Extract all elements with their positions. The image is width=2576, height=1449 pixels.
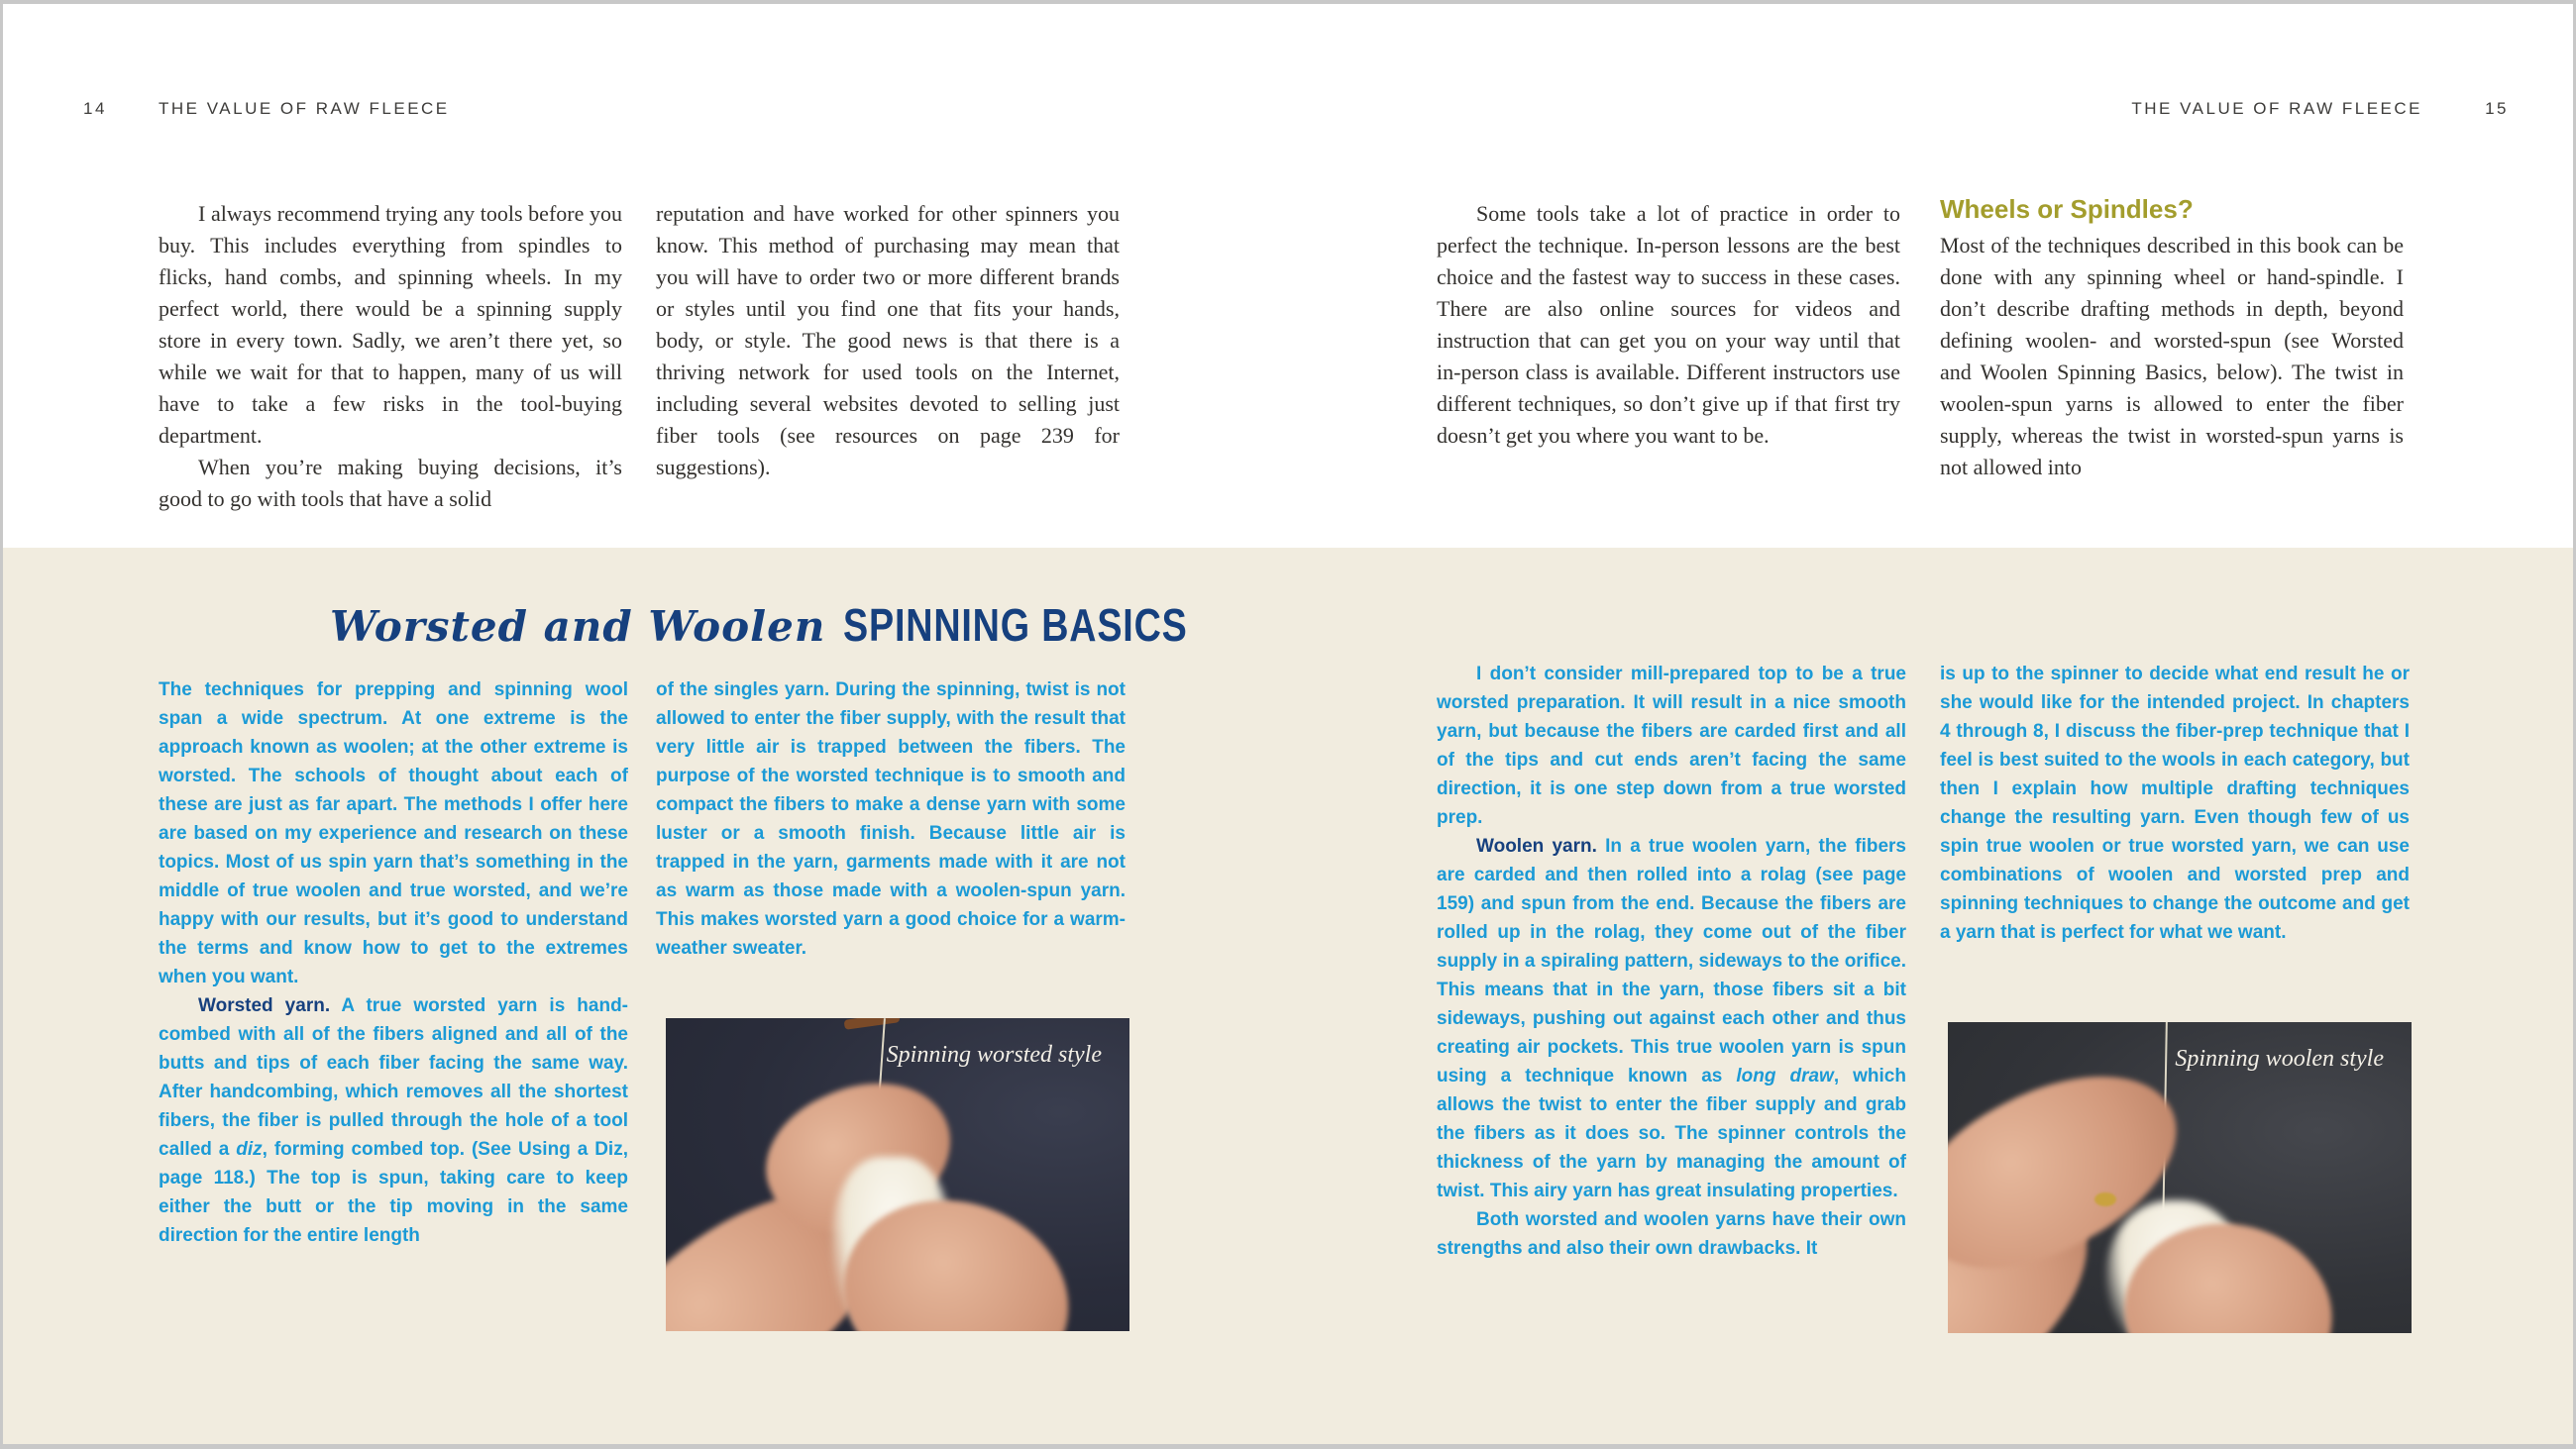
body-paragraph: Woolen yarn. In a true woolen yarn, the fibers are carded and then rolled into a rolag (see page 159) and spun from the end. Because the fibers are rolled up in the rolag, they come out of the fiber supply in a spiraling pattern, sideways to the orifice. This means that in the yarn, those fibers sit a bit sideways, pushing out against each other and thus creating air pockets. This true woolen yarn is spun using a technique known as long draw, which allows the twist to enter the fiber supply and grab the fibers as it does so. The spinner controls the thickness of the yarn by managing the amount of twist. This airy yarn has great insulating properties.	[1437, 836, 1906, 1201]
feature-title-script: Worsted and Woolen	[330, 602, 826, 651]
body-paragraph: Most of the techniques described in this book can be done with any spinning wheel or hand-spindle. I don’t describe drafting methods in depth, beyond defining woolen- and worsted-spun (see Worsted and Woolen Spinning Basics, below). The twist in woolen-spun yarns is allowed to enter the fiber supply, whereas the twist in worsted-spun yarns is not allowed into	[1940, 233, 2404, 479]
feature-column-2	[656, 675, 1126, 963]
body-paragraph: The techniques for prepping and spinning wool span a wide spectrum. At one extreme is the approach known as woolen; at the other extreme is worsted. The schools of thought about each of these are just as far apart. The methods I offer here are based on my experience and research on these topics. Most of us spin yarn that’s something in the middle of true woolen and true worsted, and we’re happy with our results, but it’s good to understand the terms and know how to get to the extremes when you want.	[159, 679, 628, 987]
feature-column-1	[159, 675, 628, 1250]
photo-spinning-worsted	[666, 1018, 1129, 1331]
feature-title-caps: SPINNING BASICS	[843, 599, 1189, 651]
book-spread-page	[3, 4, 2573, 1444]
feature-title	[330, 598, 1263, 652]
photo-caption: Spinning worsted style	[886, 1042, 1102, 1068]
intro-column-3	[1437, 198, 1900, 452]
feature-column-4	[1940, 660, 2410, 947]
intro-column-4	[1940, 192, 2404, 483]
body-paragraph: Both worsted and woolen yarns have their own strengths and also their own drawbacks. It	[1437, 1209, 1906, 1259]
body-paragraph: is up to the spinner to decide what end result he or she would like for the intended project. In chapters 4 through 8, I discuss the fiber-prep technique that I feel is best suited to the wools in each category, but then I explain how multiple drafting techniques change the resulting yarn. Even though few of us spin true woolen or true worsted yarn, we can use combinations of woolen and worsted prep and spinning techniques to change the outcome and get a yarn that is perfect for what we want.	[1940, 664, 2410, 943]
photo-caption: Spinning woolen style	[2175, 1046, 2384, 1072]
photo-spinning-woolen	[1948, 1022, 2412, 1333]
page-number-left: 14	[83, 99, 107, 118]
body-paragraph: of the singles yarn. During the spinning, twist is not allowed to enter the fiber supply, with the result that very little air is trapped between the fibers. The purpose of the worsted technique is to smooth and compact the fibers to make a dense yarn with some luster or a smooth finish. Because little air is trapped in the yarn, garments made with it are not as warm as those made with a woolen-spun yarn. This makes worsted yarn a good choice for a warm-weather sweater.	[656, 679, 1126, 959]
body-paragraph: Worsted yarn. A true worsted yarn is hand-combed with all of the fibers aligned and all of the butts and tips of each fiber facing the same way. After handcombing, which removes all the shortest fibers, the fiber is pulled through the hole of a tool called a diz, forming combed top. (See Using a Diz, page 118.) The top is spun, taking care to keep either the butt or the tip moving in the same direction for the entire length	[159, 995, 629, 1246]
body-paragraph: I don’t consider mill-prepared top to be a true worsted preparation. It will result in a nice smooth yarn, but because the fibers are carded first and all of the tips and cut ends aren’t facing the same direction, it is one step down from a true worsted prep.	[1437, 664, 1906, 828]
running-head-right: THE VALUE OF RAW FLEECE	[2131, 99, 2422, 118]
spindle-tip	[844, 1018, 901, 1030]
intro-column-2	[656, 198, 1120, 483]
gold-ring	[2094, 1192, 2116, 1206]
feature-column-3	[1437, 660, 1906, 1263]
section-heading-wheels-or-spindles: Wheels or Spindles?	[1940, 194, 2194, 224]
running-head-left: THE VALUE OF RAW FLEECE	[159, 99, 450, 118]
page-number-right: 15	[2485, 99, 2509, 118]
body-paragraph: reputation and have worked for other spinners you know. This method of purchasing may mean that you will have to order two or more different brands or styles until you find one that fits your hands, body, or style. The good news is that there is a thriving network for used tools on the Internet, including several websites devoted to selling just fiber tools (see resources on page 239 for suggestions).	[656, 201, 1120, 479]
body-paragraph: Some tools take a lot of practice in order to perfect the technique. In-person lessons are the best choice and the fastest way to success in these cases. There are also online sources for videos and instruction that can get you on your way until that in-person class is available. Different instructors use different techniques, so don’t give up if that first try doesn’t get you where you want to be.	[1437, 201, 1900, 448]
body-paragraph: I always recommend trying any tools before you buy. This includes everything from spindles to flicks, hand combs, and spinning wheels. In my perfect world, there would be a spinning supply store in every town. Sadly, we aren’t there yet, so while we wait for that to happen, many of us will have to take a few risks in the tool-buying department.	[159, 201, 622, 448]
intro-column-1	[159, 198, 622, 515]
body-paragraph: When you’re making buying decisions, it’s good to go with tools that have a solid	[159, 455, 622, 511]
